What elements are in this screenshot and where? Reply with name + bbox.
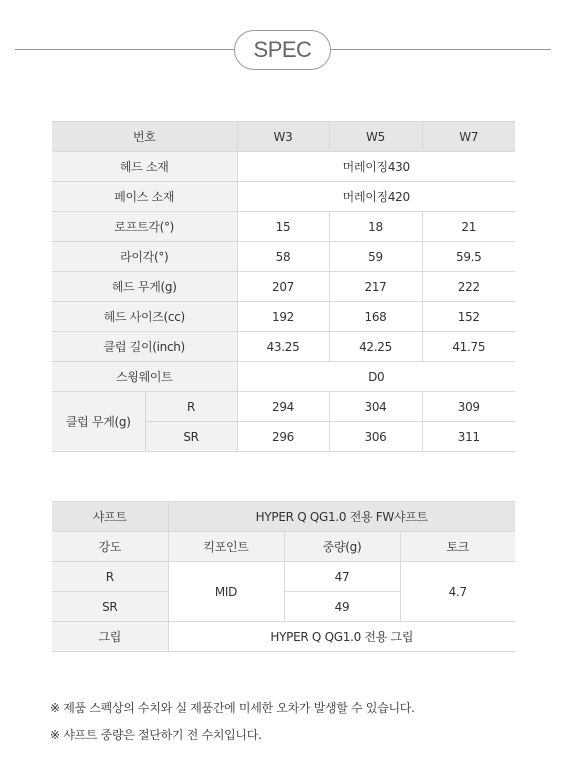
loft-w5: 18 xyxy=(329,212,422,242)
col-header-w3: W3 xyxy=(237,122,329,152)
row-label-head-material: 헤드 소재 xyxy=(52,152,237,182)
club-weight-sr-w5: 306 xyxy=(329,422,422,452)
club-weight-r-w5: 304 xyxy=(329,392,422,422)
row-label-club-weight: 클럽 무게(g) xyxy=(52,392,145,452)
spec-title: SPEC xyxy=(234,30,331,70)
lie-w3: 58 xyxy=(237,242,329,272)
shaft-flex-sr: SR xyxy=(52,592,168,622)
divider-right xyxy=(331,49,551,50)
col-header-w5: W5 xyxy=(329,122,422,152)
lie-w7: 59.5 xyxy=(422,242,515,272)
head-weight-w7: 222 xyxy=(422,272,515,302)
loft-w7: 21 xyxy=(422,212,515,242)
spec-table xyxy=(52,121,515,452)
club-weight-r-w7: 309 xyxy=(422,392,515,422)
club-weight-sr-w7: 311 xyxy=(422,422,515,452)
row-label-lie: 라이각(°) xyxy=(52,242,237,272)
table-row xyxy=(52,362,515,392)
note-shaft-weight: ※ 샤프트 중량은 절단하기 전 수치입니다. xyxy=(50,728,262,742)
face-material-value: 머레이징420 xyxy=(237,182,515,212)
col-header-kick-point: 킥포인트 xyxy=(168,532,284,562)
club-weight-flex-sr: SR xyxy=(145,422,237,452)
shaft-weight-sr: 49 xyxy=(284,592,400,622)
shaft-column-row xyxy=(52,532,515,562)
club-weight-flex-r: R xyxy=(145,392,237,422)
club-length-w5: 42.25 xyxy=(329,332,422,362)
club-length-w7: 41.75 xyxy=(422,332,515,362)
spec-header xyxy=(0,30,565,70)
table-row xyxy=(52,622,515,652)
head-material-value: 머레이징430 xyxy=(237,152,515,182)
row-label-club-length: 클럽 길이(inch) xyxy=(52,332,237,362)
head-weight-w5: 217 xyxy=(329,272,422,302)
loft-w3: 15 xyxy=(237,212,329,242)
grip-label: 그립 xyxy=(52,622,168,652)
shaft-flex-r: R xyxy=(52,562,168,592)
row-label-head-weight: 헤드 무게(g) xyxy=(52,272,237,302)
divider-left xyxy=(15,49,234,50)
spec-header-row xyxy=(52,122,515,152)
torque-value: 4.7 xyxy=(400,562,515,622)
shaft-weight-r: 47 xyxy=(284,562,400,592)
shaft-label: 샤프트 xyxy=(52,502,168,532)
col-header-number: 번호 xyxy=(52,122,237,152)
table-row xyxy=(52,392,515,422)
club-length-w3: 43.25 xyxy=(237,332,329,362)
swing-weight-value: D0 xyxy=(237,362,515,392)
table-row xyxy=(52,212,515,242)
table-row xyxy=(52,242,515,272)
table-row xyxy=(52,562,515,592)
kick-point-value: MID xyxy=(168,562,284,622)
shaft-table xyxy=(52,501,515,652)
lie-w5: 59 xyxy=(329,242,422,272)
table-row xyxy=(52,182,515,212)
shaft-value: HYPER Q QG1.0 전용 FW샤프트 xyxy=(168,502,515,532)
head-size-w3: 192 xyxy=(237,302,329,332)
table-row xyxy=(52,272,515,302)
col-header-weight: 중량(g) xyxy=(284,532,400,562)
row-label-face-material: 페이스 소재 xyxy=(52,182,237,212)
row-label-head-size: 헤드 사이즈(cc) xyxy=(52,302,237,332)
row-label-swing-weight: 스윙웨이트 xyxy=(52,362,237,392)
col-header-flex: 강도 xyxy=(52,532,168,562)
head-weight-w3: 207 xyxy=(237,272,329,302)
grip-value: HYPER Q QG1.0 전용 그립 xyxy=(168,622,515,652)
shaft-header-row xyxy=(52,502,515,532)
table-row xyxy=(52,302,515,332)
note-tolerance: ※ 제품 스펙상의 수치와 실 제품간에 미세한 오차가 발생할 수 있습니다. xyxy=(50,701,415,715)
club-weight-sr-w3: 296 xyxy=(237,422,329,452)
row-label-loft: 로프트각(°) xyxy=(52,212,237,242)
club-weight-r-w3: 294 xyxy=(237,392,329,422)
col-header-torque: 토크 xyxy=(400,532,515,562)
col-header-w7: W7 xyxy=(422,122,515,152)
table-row xyxy=(52,152,515,182)
head-size-w5: 168 xyxy=(329,302,422,332)
table-row xyxy=(52,332,515,362)
head-size-w7: 152 xyxy=(422,302,515,332)
